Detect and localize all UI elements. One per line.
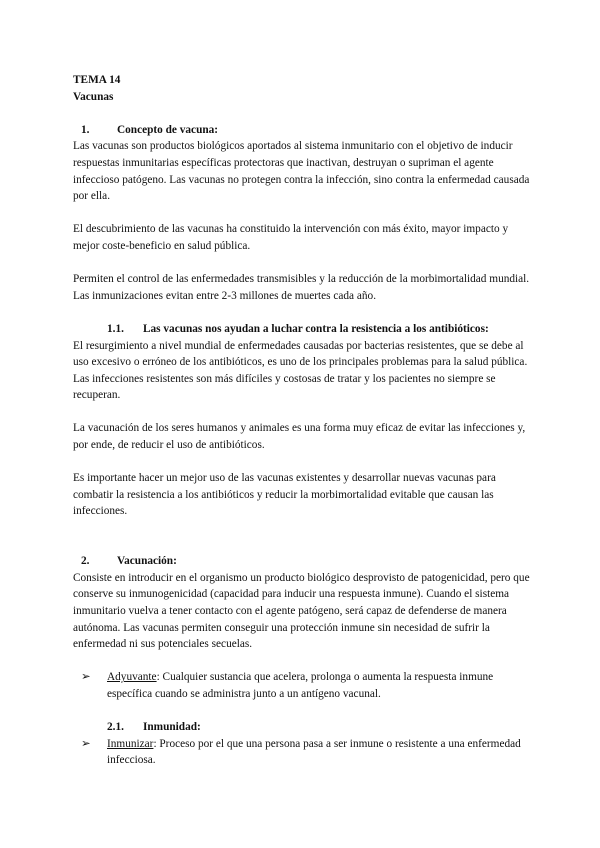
section-2-1-heading [73, 719, 533, 736]
section-2-title: Vacunación: [117, 555, 177, 568]
section-1-1-number: 1.1. [107, 322, 124, 335]
section-2-1-number: 2.1. [107, 721, 124, 734]
section-1-paragraph-1: Las vacunas son productos biológicos aportados al sistema inmunitario con el objetivo de inducir respuestas inmunitarias específicas protectoras que inactivan, destruyan o supriman el agente infeccioso patógeno. Las vacunas no protegen contra la infección, sino contra la enfermedad causada por ella. [73, 140, 530, 203]
section-1-1-title: Las vacunas nos ayudan a luchar contra la resistencia a los antibióticos: [143, 322, 489, 335]
topic-number: TEMA 14 [73, 74, 121, 86]
section-2-paragraph-1: Consiste en introducir en el organismo un producto biológico desprovisto de patogenicidad, pero que conserve su inmunogenicidad (capacidad para inducir una respuesta inmune). Cuando el sistema inmunitario vuelva a tener contacto con el agente patógeno, será capaz de defenderse de manera autónoma. Las vacunas permiten conseguir una protección inmune sin necesidad de sufrir la enfermedad ni sus potenciales secuelas. [73, 571, 530, 651]
section-1-paragraph-2: El descubrimiento de las vacunas ha constituido la intervención con más éxito, mayor impacto y mejor coste-beneficio en salud pública. [73, 223, 509, 252]
section-2-1-title: Inmunidad: [143, 721, 201, 734]
bullet-adyuvante [81, 669, 533, 702]
bullet-inmunizar-definition: : Proceso por el que una persona pasa a ser inmune o resistente a una enfermedad infecciosa. [107, 737, 521, 767]
section-1-number: 1. [81, 123, 90, 136]
section-1-paragraph-3: Permiten el control de las enfermedades transmisibles y la reducción de la morbimortalidad mundial. Las inmunizaciones evitan entre 2-3 millones de muertes cada año. [73, 273, 530, 302]
bullet-inmunizar [81, 736, 533, 769]
arrow-bullet-icon: ➢ [81, 671, 91, 684]
bullet-adyuvante-text [107, 669, 533, 702]
bullet-adyuvante-term: Adyuvante [107, 671, 157, 684]
arrow-bullet-icon: ➢ [81, 737, 91, 750]
section-1-heading [73, 122, 533, 139]
topic-title: Vacunas [73, 90, 114, 103]
section-2-number: 2. [81, 555, 90, 568]
bullet-inmunizar-text [107, 736, 533, 769]
bullet-inmunizar-term: Inmunizar [107, 737, 154, 750]
document-content [73, 72, 533, 769]
section-1-title: Concepto de vacuna: [117, 123, 219, 136]
section-1-1-paragraph-2: La vacunación de los seres humanos y animales es una forma muy eficaz de evitar las infecciones y, por ende, de reducir el uso de antibióticos. [73, 422, 526, 452]
section-1-1-paragraph-1: El resurgimiento a nivel mundial de enfermedades causadas por bacterias resistentes, que se debe al uso excesivo o erróneo de los antibióticos, es uno de los principales problemas para la salud pública. Las infecciones resistentes son más difíciles y costosas de tratar y los pacientes no siempre se recuperan. [73, 339, 528, 402]
section-2-heading [73, 553, 533, 570]
section-1-1-paragraph-3: Es importante hacer un mejor uso de las vacunas existentes y desarrollar nuevas vacunas para combatir la resistencia a los antibióticos y reducir la morbimortalidad evitable que causan las infecciones. [73, 472, 496, 518]
bullet-adyuvante-definition: : Cualquier sustancia que acelera, prolonga o aumenta la respuesta inmune específica cuando se administra junto a un antígeno vacunal. [107, 671, 494, 700]
section-1-1-heading [73, 321, 533, 338]
